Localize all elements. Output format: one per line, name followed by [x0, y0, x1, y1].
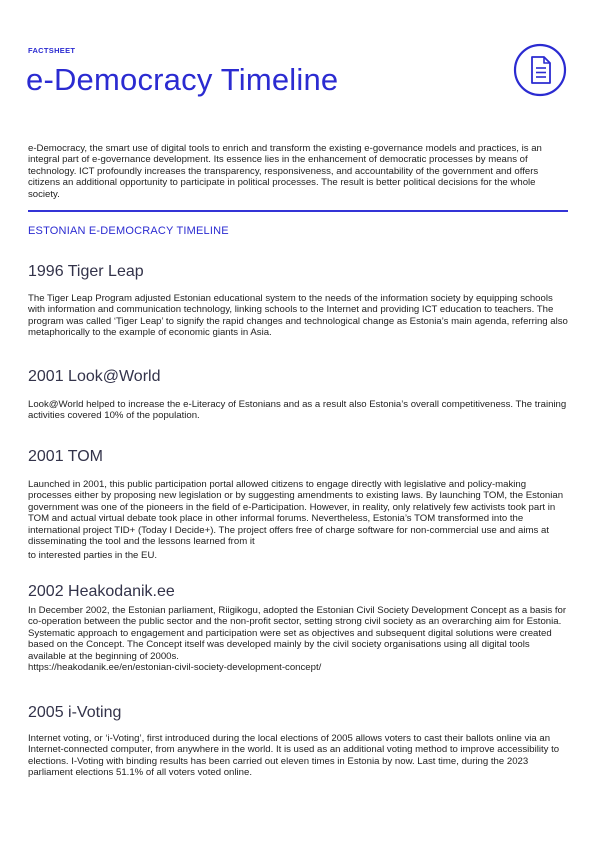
timeline-entry-2001-lookworld — [28, 368, 568, 422]
factsheet-label: FACTSHEET — [28, 46, 76, 55]
timeline-entry-2001-tom — [28, 448, 568, 562]
entry-body-end: to interested parties in the EU. — [28, 550, 158, 562]
entry-heading: 2005 i-Voting — [28, 704, 122, 721]
entry-heading: 2001 TOM — [28, 448, 104, 465]
section-label: ESTONIAN E-DEMOCRACY TIMELINE — [28, 225, 229, 237]
entry-body: Launched in 2001, this public participation portal allowed citizens to engage directly with legislative and policy-making processes either by proposing new legislation or by suggesting amendments to existing laws. By launching TOM, the Estonian government was one of the pioneers in the field of e-Participation. However, in reality, only relatively few activists took part in TOM and actual virtual debate took place in other informal forums. Nevertheless, Estonia’s TOM transformed into the international project TID+ (Today I Decide+). The project offers free of charge software for non-commercial use and aims at disseminating the tool and the lessons learned from it — [28, 479, 564, 548]
timeline-entry-2002 — [28, 583, 568, 673]
entry-body: Look@World helped to increase the e-Literacy of Estonians and as a result also Estonia’s overall competitiveness. The training activities covered 10% of the population. — [28, 399, 567, 422]
entry-heading: 1996 Tiger Leap — [28, 263, 144, 280]
entry-body: Internet voting, or ‘i-Voting’, first introduced during the local elections of 2005 allows voters to cast their ballots online via an Internet-connected computer, from anywhere in the world. It is used as an additional voting method to improve accessibility to elections. I-Voting with binding results has been carried out eleven times in Estonia by now. Last time, during the 2023 parliament elections 51.1% of all voters voted online. — [28, 733, 560, 779]
entry-link[interactable]: https://heakodanik.ee/en/estonian-civil-society-development-concept/ — [28, 662, 322, 674]
page-title: e-Democracy Timeline — [26, 62, 339, 97]
timeline-entry-2005 — [28, 704, 568, 779]
entry-heading: 2001 Look@World — [28, 368, 161, 385]
timeline-entry-1996 — [28, 263, 568, 339]
entry-body: In December 2002, the Estonian parliament, Riigikogu, adopted the Estonian Civil Society Development Concept as a basis for co-operation between the public sector and the non-profit sector, setting strong civil society as an overarching aim for Estonia. Systematic approach to engagement and participation were set as objectives and subsequent digital solutions were created based on the Concept. The Concept itself was developed mainly by the civil society organisations using all digital tools available at the beginning of 2000s. — [28, 605, 567, 662]
divider-rule — [28, 210, 568, 212]
entry-heading: 2002 Heakodanik.ee — [28, 583, 175, 600]
document-icon — [513, 43, 567, 97]
intro-paragraph: e-Democracy, the smart use of digital tools to enrich and transform the existing e-governance models and practices, is an integral part of e-governance development. Its essence lies in the enhancement of democratic processes by means of technology. ICT profoundly increases the transparency, responsiveness, and accountability of the government and offers citizens an additional opportunity to participate in political processes. The result is better political decisions for the whole society. — [28, 143, 542, 200]
entry-body: The Tiger Leap Program adjusted Estonian educational system to the needs of the information society by equipping schools with information and communication technology, linking schools to the Internet and providing ICT education to teachers. The program was called ‘Tiger Leap’ to signify the rapid changes and technological change as Estonia’s main agenda, referring also metaphorically to the example of economic giants in Asia. — [28, 293, 568, 339]
